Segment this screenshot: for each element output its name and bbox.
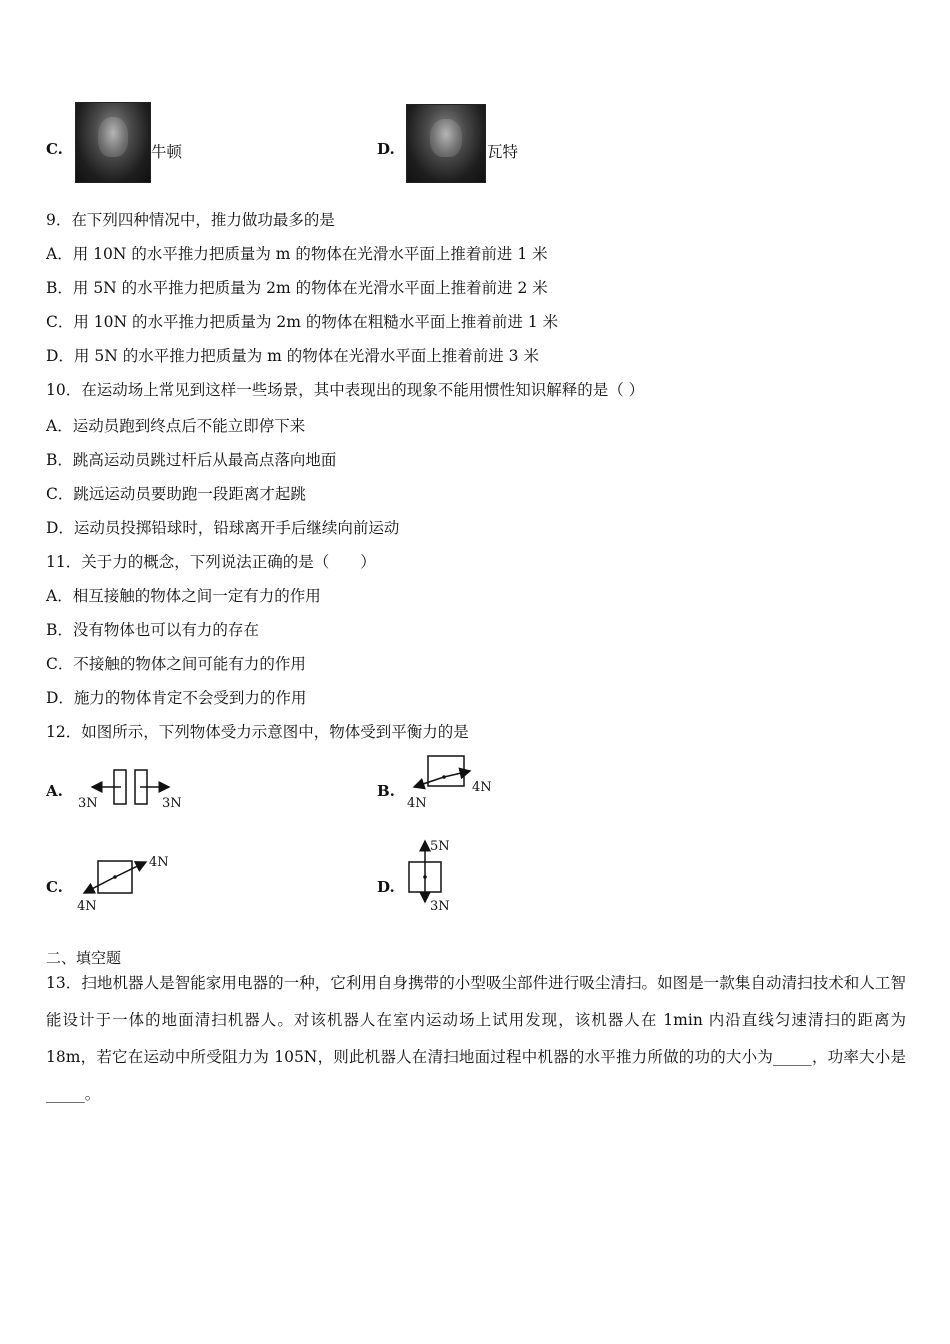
option-letter: D. (377, 140, 395, 158)
force-label: 4N (77, 899, 97, 914)
force-diagram-d (404, 836, 464, 916)
option-c: C．跳远运动员要助跑一段距离才起跳 (46, 485, 306, 503)
option-d: D．用 5N 的水平推力把质量为 m 的物体在光滑水平面上推着前进 3 米 (46, 347, 539, 365)
option-d: D．施力的物体肯定不会受到力的作用 (46, 689, 307, 707)
section-title: 二、填空题 (46, 949, 122, 967)
option-b: B．跳高运动员跳过杆后从最高点落向地面 (46, 451, 337, 469)
option-a: A．相互接触的物体之间一定有力的作用 (46, 587, 321, 605)
option-a: A．用 10N 的水平推力把质量为 m 的物体在光滑水平面上推着前进 1 米 (46, 245, 548, 263)
option-a: A．运动员跑到终点后不能立即停下来 (46, 417, 306, 435)
question-stem: 12．如图所示，下列物体受力示意图中，物体受到平衡力的是 (46, 723, 469, 741)
force-label: 4N (472, 780, 492, 795)
option-caption: 瓦特 (487, 143, 519, 161)
center-point (113, 875, 117, 879)
force-label: 5N (430, 839, 450, 854)
portrait-newton-image (75, 102, 151, 183)
question-stem: 9．在下列四种情况中，推力做功最多的是 (46, 211, 335, 229)
center-point (442, 775, 446, 779)
force-label: 3N (162, 796, 182, 811)
question-stem: 10．在运动场上常见到这样一些场景，其中表现出的现象不能用惯性知识解释的是（ ） (46, 381, 645, 399)
portrait-watt-image (406, 104, 486, 183)
option-letter: C. (46, 140, 63, 158)
force-arrow-2 (84, 877, 115, 893)
force-diagram-a (74, 766, 194, 812)
force-label: 4N (149, 855, 169, 870)
force-arrow-1 (115, 862, 146, 877)
option-c: C．用 10N 的水平推力把质量为 2m 的物体在粗糙水平面上推着前进 1 米 (46, 313, 559, 331)
option-caption: 牛顿 (151, 143, 183, 161)
option-c: C．不接触的物体之间可能有力的作用 (46, 655, 306, 673)
question-13: 13．扫地机器人是智能家用电器的一种，它利用自身携带的小型吸尘部件进行吸尘清扫。如图是一款集自动清扫技术和人工智能设计于一体的地面清扫机器人。对该机器人在室内运动场上试用发现，该机器人在 1min 内沿直线匀速清扫的距离为 18m，若它在运动中所受阻力为 105N，则此机器人在清扫地面过程中机器的水平推力所做的功的大小为_____，功率大小是_____。 (46, 974, 906, 1103)
force-diagram-c (74, 850, 184, 916)
block (428, 756, 464, 786)
force-label: 3N (78, 796, 98, 811)
option-letter: C. (46, 878, 63, 896)
force-label: 3N (430, 899, 450, 914)
option-b: B．用 5N 的水平推力把质量为 2m 的物体在光滑水平面上推着前进 2 米 (46, 279, 548, 297)
question-stem: 11．关于力的概念，下列说法正确的是（ ） (46, 553, 376, 571)
force-diagram-b (404, 752, 504, 812)
option-b: B．没有物体也可以有力的存在 (46, 621, 259, 639)
option-letter: A. (46, 782, 63, 800)
force-arrow-1 (444, 771, 470, 777)
option-letter: B. (377, 782, 395, 800)
option-letter: D. (377, 878, 395, 896)
force-label: 4N (407, 796, 427, 811)
option-d: D．运动员投掷铅球时，铅球离开手后继续向前运动 (46, 519, 400, 537)
center-point (423, 875, 427, 879)
